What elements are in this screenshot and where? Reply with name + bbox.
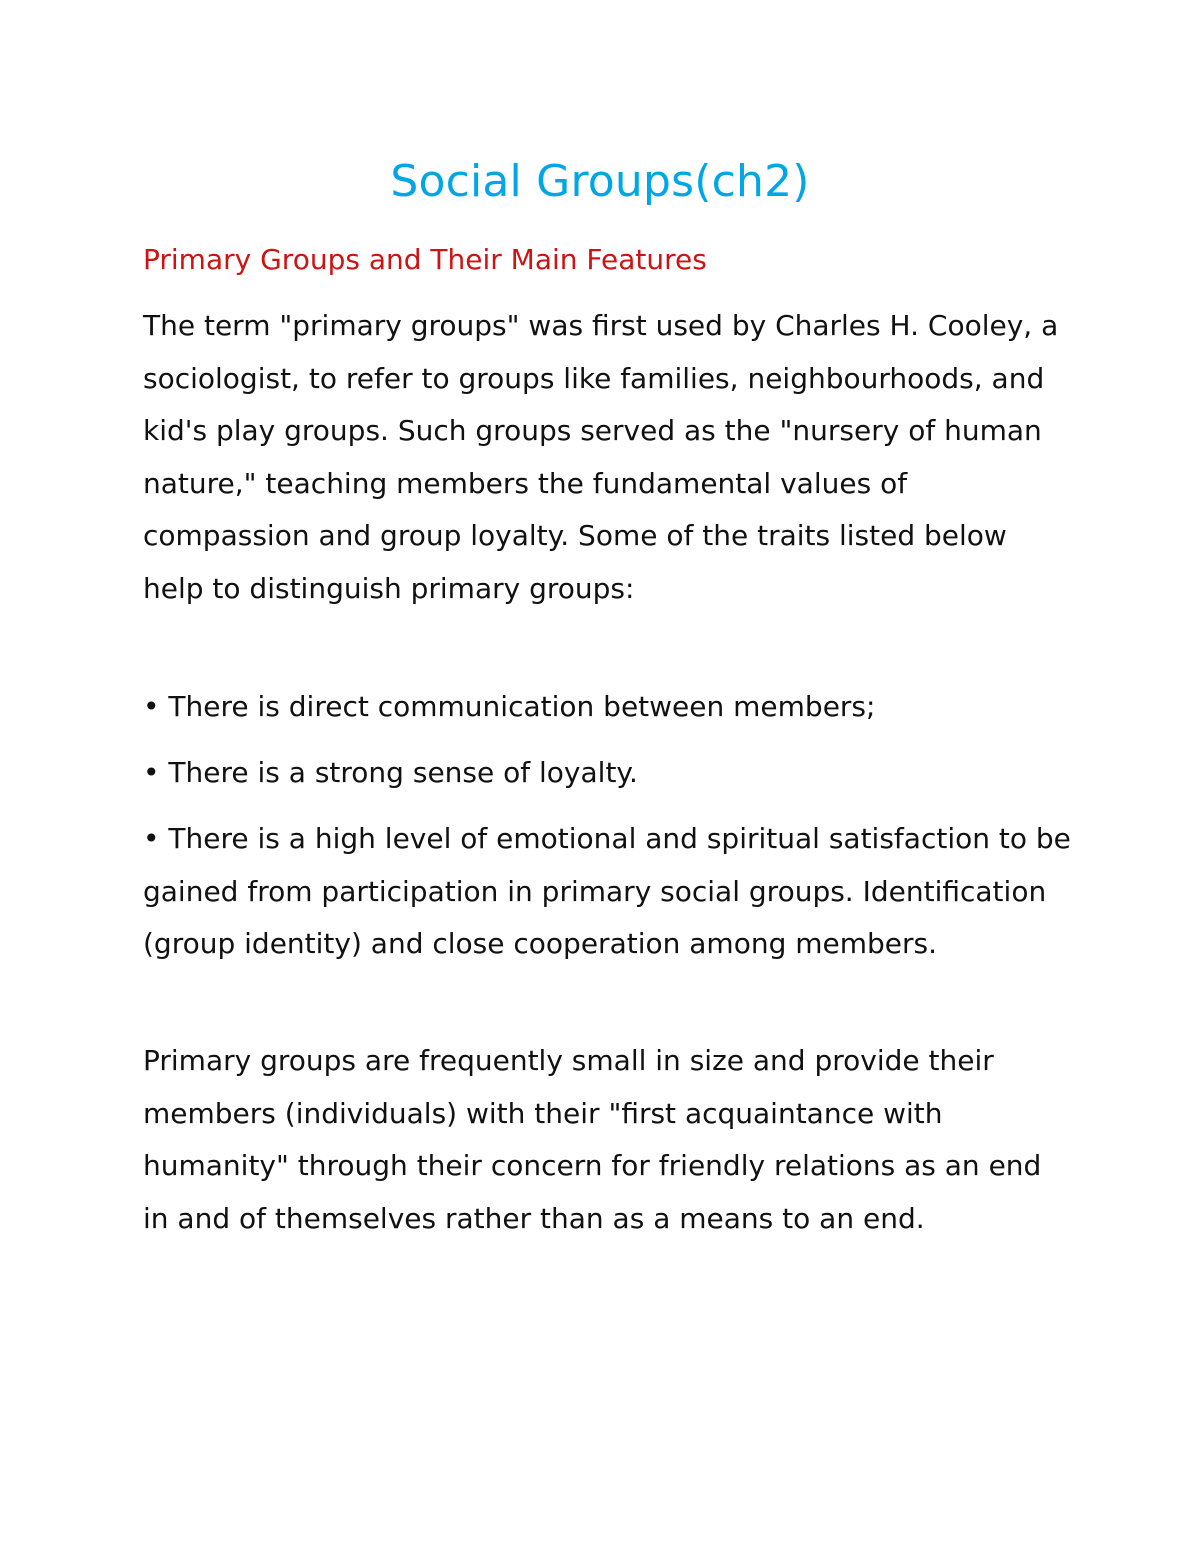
closing-paragraph: Primary groups are frequently small in size and provide their members (individuals) with their "first acquaintance with humanity" through their concern for friendly relations as an end in and of themselves rather than as a means to an end.	[143, 1044, 1042, 1235]
bullet-item: • There is direct communication between members;	[143, 690, 876, 723]
section-heading: Primary Groups and Their Main Features	[143, 243, 707, 276]
document-title: Social Groups(ch2)	[390, 156, 810, 207]
bullet-item: • There is a strong sense of loyalty.	[143, 756, 638, 789]
bullet-item: • There is a high level of emotional and spiritual satisfaction to be gained from participation in primary social groups. Identification (group identity) and close cooperation among members.	[143, 822, 1071, 960]
intro-paragraph: The term "primary groups" was first used by Charles H. Cooley, a sociologist, to refer to groups like families, neighbourhoods, and kid's play groups. Such groups served as the "nursery of human nature," teaching members the fundamental values of compassion and group loyalty. Some of the traits listed below help to distinguish primary groups:	[143, 309, 1059, 605]
